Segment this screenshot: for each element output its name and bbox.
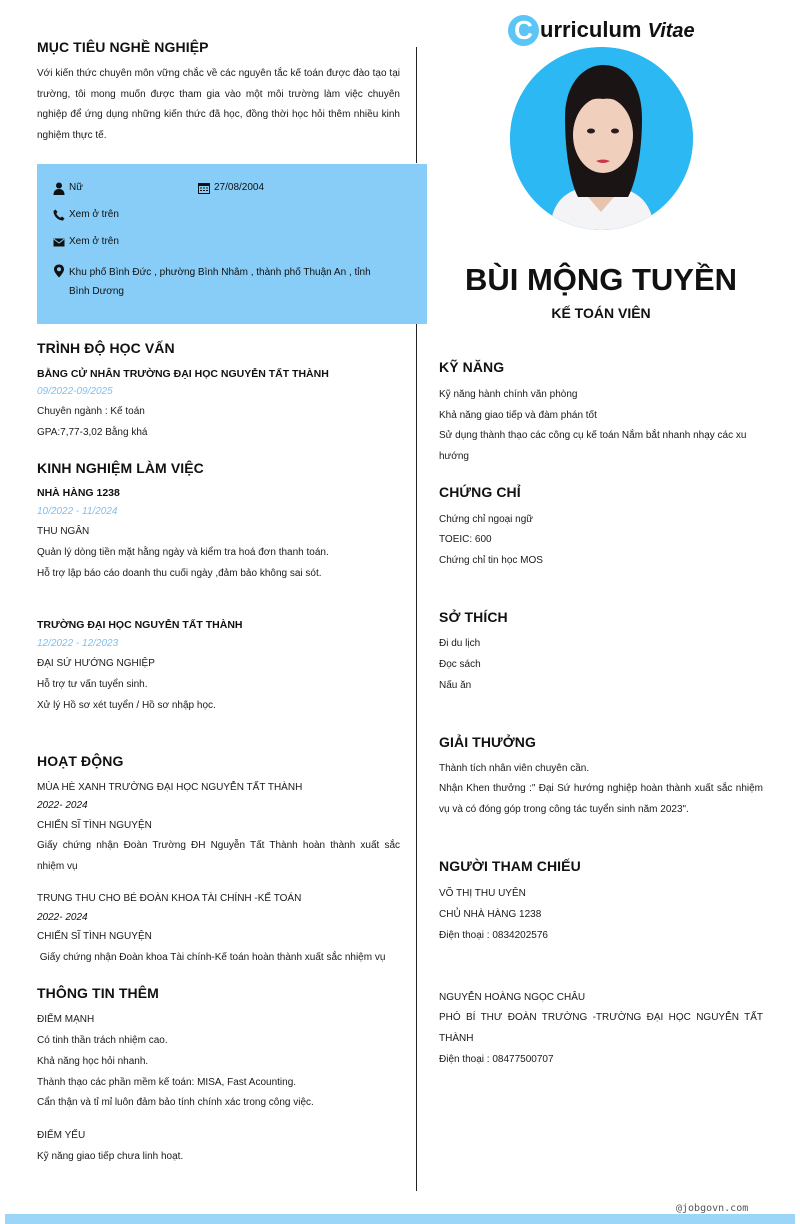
activities-heading: HOẠT ĐỘNG [37, 753, 124, 769]
reference-name: VÕ THỊ THU UYÊN [439, 888, 526, 899]
job-company: TRƯỜNG ĐẠI HỌC NGUYỄN TẤT THÀNH [37, 619, 243, 631]
activity-title: TRUNG THU CHO BÉ ĐOÀN KHOA TÀI CHÍNH -KẾ TOÁN [37, 893, 302, 904]
extra-info-heading: THÔNG TIN THÊM [37, 985, 159, 1001]
award-item: Nhận Khen thưởng :" Đại Sứ hướng nghiệp hoàn thành xuất sắc nhiệm vụ và có đóng góp trong công tác tuyển sinh năm 2023". [439, 783, 763, 815]
weakness-item: Kỹ năng giao tiếp chưa linh hoạt. [37, 1151, 184, 1162]
strength-item: Cẩn thận và tỉ mỉ luôn đảm bảo tính chính xác trong công việc. [37, 1097, 314, 1108]
job-duty: Hỗ trợ tư vấn tuyển sinh. [37, 679, 148, 690]
cv-title-text: urriculum Vitae [540, 17, 695, 42]
job-role: THU NGÂN [37, 526, 90, 537]
activity-title: MÙA HÈ XANH TRƯỜNG ĐẠI HỌC NGUYỄN TẤT THÀNH [37, 782, 303, 793]
certificates-heading: CHỨNG CHỈ [439, 484, 521, 500]
weaknesses-title: ĐIỂM YẾU [37, 1130, 86, 1141]
job-role: ĐẠI SỨ HƯỚNG NGHIỆP [37, 658, 155, 669]
personal-info-box [37, 164, 427, 324]
email-icon [53, 236, 65, 248]
skills-heading: KỸ NĂNG [439, 359, 505, 375]
activity-role: CHIẾN SĨ TÌNH NGUYỆN [37, 820, 152, 831]
hobby-item: Nấu ăn [439, 680, 472, 691]
job-company: NHÀ HÀNG 1238 [37, 487, 120, 499]
person-icon [53, 182, 65, 195]
hobby-item: Đi du lịch [439, 638, 481, 649]
job-period: 10/2022 - 11/2024 [37, 506, 118, 517]
objective-text: Với kiến thức chuyên môn vững chắc về các nguyên tắc kế toán được đào tạo tại trường, tôi mong muốn được tham gia vào một môi trường làm việc chuyên nghiệp để ứng dụng những kiến thức đã học, đồng thời học hỏi thêm nhiều kinh nghiệm thực tế. [37, 68, 400, 142]
profile-photo [510, 47, 693, 230]
references-heading: NGƯỜI THAM CHIẾU [439, 858, 581, 874]
column-divider-bottom [416, 324, 417, 1191]
gender-value: Nữ [69, 182, 83, 193]
education-line: Chuyên ngành : Kế toán [37, 406, 145, 417]
job-duty: Hỗ trợ lập báo cáo doanh thu cuối ngày ,đảm bảo không sai sót. [37, 568, 322, 579]
cv-title-logo-letter: C [508, 15, 539, 46]
reference-position: CHỦ NHÀ HÀNG 1238 [439, 909, 542, 920]
activity-desc: Giấy chứng nhận Đoàn khoa Tài chính-Kế toán hoàn thành xuất sắc nhiệm vụ [37, 952, 386, 963]
education-heading: TRÌNH ĐỘ HỌC VẤN [37, 340, 175, 356]
strengths-title: ĐIỂM MẠNH [37, 1014, 95, 1025]
full-name: BÙI MỘNG TUYỀN [464, 262, 738, 297]
location-icon [53, 264, 65, 278]
reference-phone: Điện thoại : 0834202576 [439, 930, 548, 941]
skill-item: Kỹ năng hành chính văn phòng [439, 389, 578, 400]
job-duty: Quản lý dòng tiền mặt hằng ngày và kiểm tra hoá đơn thanh toán. [37, 547, 329, 558]
skill-item: Sử dụng thành thạo các công cụ kế toán Nắm bắt nhanh nhạy các xu hướng [439, 430, 747, 462]
column-divider-top [416, 47, 417, 163]
award-item: Thành tích nhân viên chuyên cần. [439, 763, 590, 774]
awards-heading: GIẢI THƯỞNG [439, 734, 536, 750]
watermark: @jobgovn.com [676, 1203, 749, 1214]
email-value: Xem ở trên [69, 236, 119, 247]
experience-heading: KINH NGHIỆM LÀM VIỆC [37, 460, 204, 476]
portrait-illustration [510, 47, 693, 230]
reference-phone: Điện thoại : 08477500707 [439, 1054, 554, 1065]
strength-item: Có tinh thần trách nhiệm cao. [37, 1035, 168, 1046]
certificate-item: Chứng chỉ tin học MOS [439, 555, 543, 566]
certificate-item: TOEIC: 600 [439, 534, 492, 545]
education-line: GPA:7,77-3,02 Bằng khá [37, 427, 148, 438]
activity-role: CHIẾN SĨ TÌNH NGUYỆN [37, 931, 152, 942]
address-value: Khu phố Bình Đức , phường Bình Nhâm , thành phố Thuận An , tỉnh Bình Dương [69, 267, 371, 297]
reference-name: NGUYỄN HOÀNG NGỌC CHÂU [439, 992, 586, 1003]
footer-bar [5, 1214, 795, 1224]
email-row [53, 236, 119, 248]
gender-row [53, 182, 83, 195]
reference-position: PHÓ BÍ THƯ ĐOÀN TRƯỜNG -TRƯỜNG ĐẠI HỌC NGUYỄN TẤT THÀNH [439, 1012, 763, 1044]
certificate-item: Chứng chỉ ngoại ngữ [439, 514, 534, 525]
skill-item: Khả năng giao tiếp và đàm phán tốt [439, 410, 597, 421]
job-duty: Xử lý Hồ sơ xét tuyển / Hồ sơ nhập học. [37, 700, 216, 711]
hobby-item: Đọc sách [439, 659, 481, 670]
strength-item: Khả năng học hỏi nhanh. [37, 1056, 149, 1067]
hobbies-heading: SỞ THÍCH [439, 609, 508, 625]
cv-title [508, 14, 695, 46]
phone-icon [53, 209, 65, 221]
phone-row [53, 209, 119, 221]
phone-value: Xem ở trên [69, 209, 119, 220]
education-school: BẰNG CỬ NHÂN TRƯỜNG ĐẠI HỌC NGUYỄN TẤT THÀNH [37, 368, 329, 380]
address-row [53, 263, 383, 301]
activity-period: 2022- 2024 [37, 800, 88, 811]
job-title: KẾ TOÁN VIÊN [551, 305, 651, 321]
strength-item: Thành thạo các phần mềm kế toán: MISA, Fast Acounting. [37, 1077, 297, 1088]
activity-desc: Giấy chứng nhận Đoàn Trường ĐH Nguyễn Tất Thành hoàn thành xuất sắc nhiệm vụ [37, 840, 400, 872]
education-period: 09/2022-09/2025 [37, 386, 113, 397]
calendar-icon [198, 182, 210, 194]
job-period: 12/2022 - 12/2023 [37, 638, 119, 649]
activity-period: 2022- 2024 [37, 912, 88, 923]
dob-row [198, 182, 264, 194]
objective-heading: MỤC TIÊU NGHỀ NGHIỆP [37, 39, 209, 55]
dob-value: 27/08/2004 [214, 182, 265, 193]
